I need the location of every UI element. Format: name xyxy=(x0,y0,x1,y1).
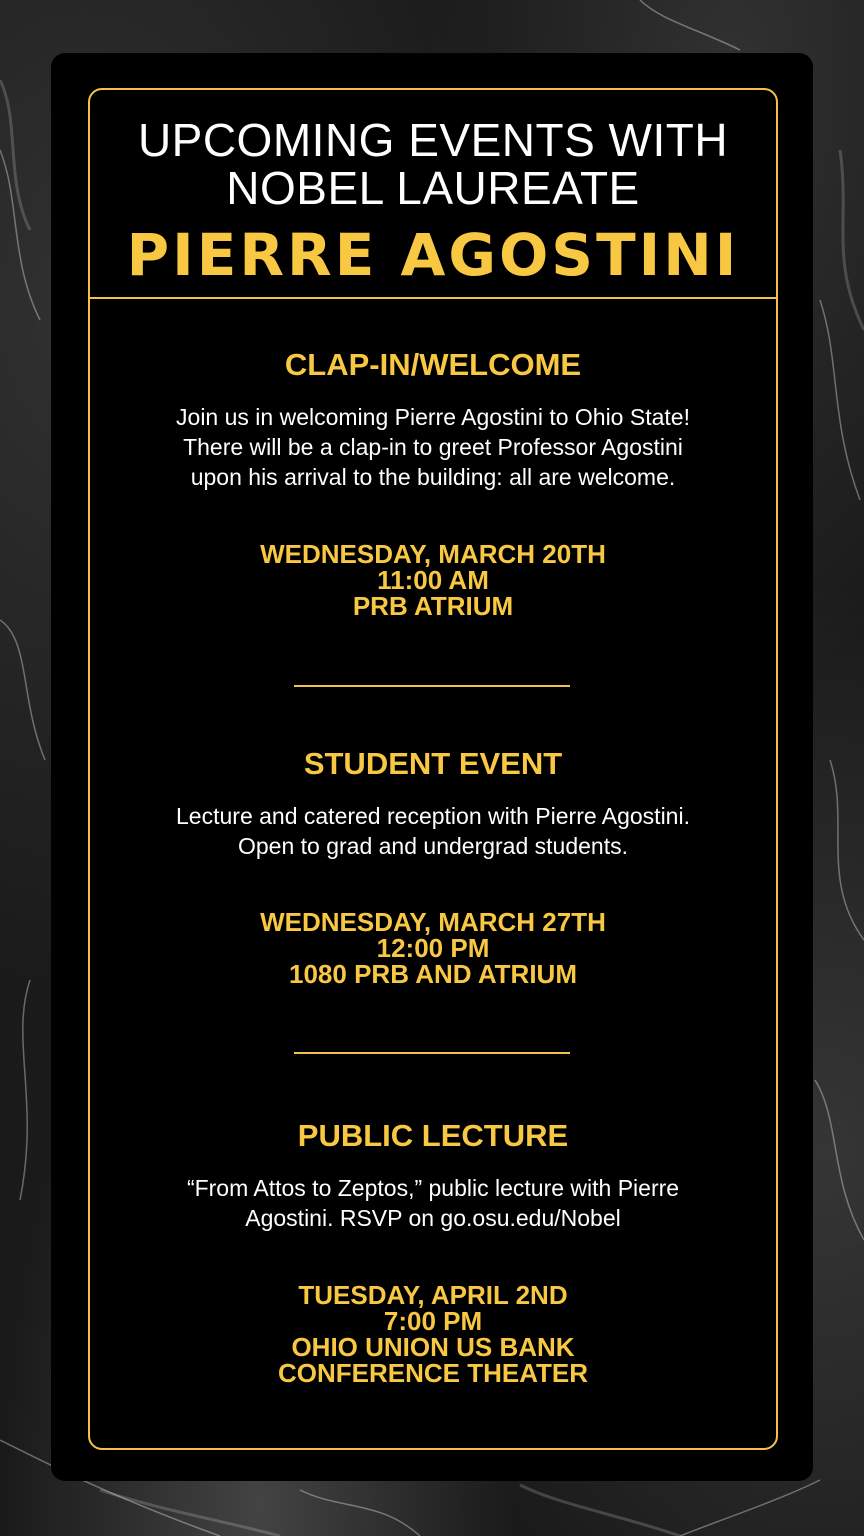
event-description-student xyxy=(100,801,766,861)
description-line: Join us in welcoming Pierre Agostini to Ohio State! xyxy=(176,404,690,430)
laureate-name: PIERRE AGOSTINI xyxy=(126,221,740,289)
event-description-public-lecture xyxy=(100,1173,766,1233)
event-time: 7:00 PM xyxy=(383,1306,483,1336)
description-line: Lecture and catered reception with Pierre Agostini. xyxy=(176,803,690,829)
event-heading-public-lecture: PUBLIC LECTURE xyxy=(297,1118,569,1153)
event-location: 1080 PRB AND ATRIUM xyxy=(289,959,577,989)
event-time: 11:00 AM xyxy=(377,565,489,595)
description-line: upon his arrival to the building: all are welcome. xyxy=(190,464,676,490)
event-date: TUESDAY, APRIL 2ND xyxy=(298,1280,568,1310)
description-line: There will be a clap-in to greet Professor Agostini xyxy=(183,434,683,460)
event-time: 12:00 PM xyxy=(376,933,490,963)
event-location: CONFERENCE THEATER xyxy=(277,1358,589,1388)
event-description-clap-in xyxy=(100,402,766,492)
event-date: WEDNESDAY, MARCH 27TH xyxy=(260,907,606,937)
event-date: WEDNESDAY, MARCH 20TH xyxy=(260,539,606,569)
title-line-2: NOBEL LAUREATE xyxy=(226,162,640,214)
section-separator xyxy=(294,1052,570,1054)
description-line: Open to grad and undergrad students. xyxy=(237,833,628,859)
description-line: “From Attos to Zeptos,” public lecture with Pierre xyxy=(186,1175,680,1201)
event-heading-clap-in: CLAP-IN/WELCOME xyxy=(284,347,582,382)
description-line: Agostini. RSVP on go.osu.edu/Nobel xyxy=(245,1205,621,1231)
event-details-clap-in xyxy=(88,541,778,619)
event-details-student xyxy=(88,909,778,987)
event-location: PRB ATRIUM xyxy=(352,591,514,621)
event-details-public-lecture xyxy=(88,1282,778,1386)
section-separator xyxy=(294,685,570,687)
header-divider xyxy=(88,297,778,299)
event-location: OHIO UNION US BANK xyxy=(291,1332,575,1362)
title-line-1: UPCOMING EVENTS WITH xyxy=(137,114,729,166)
event-heading-student: STUDENT EVENT xyxy=(303,746,563,781)
